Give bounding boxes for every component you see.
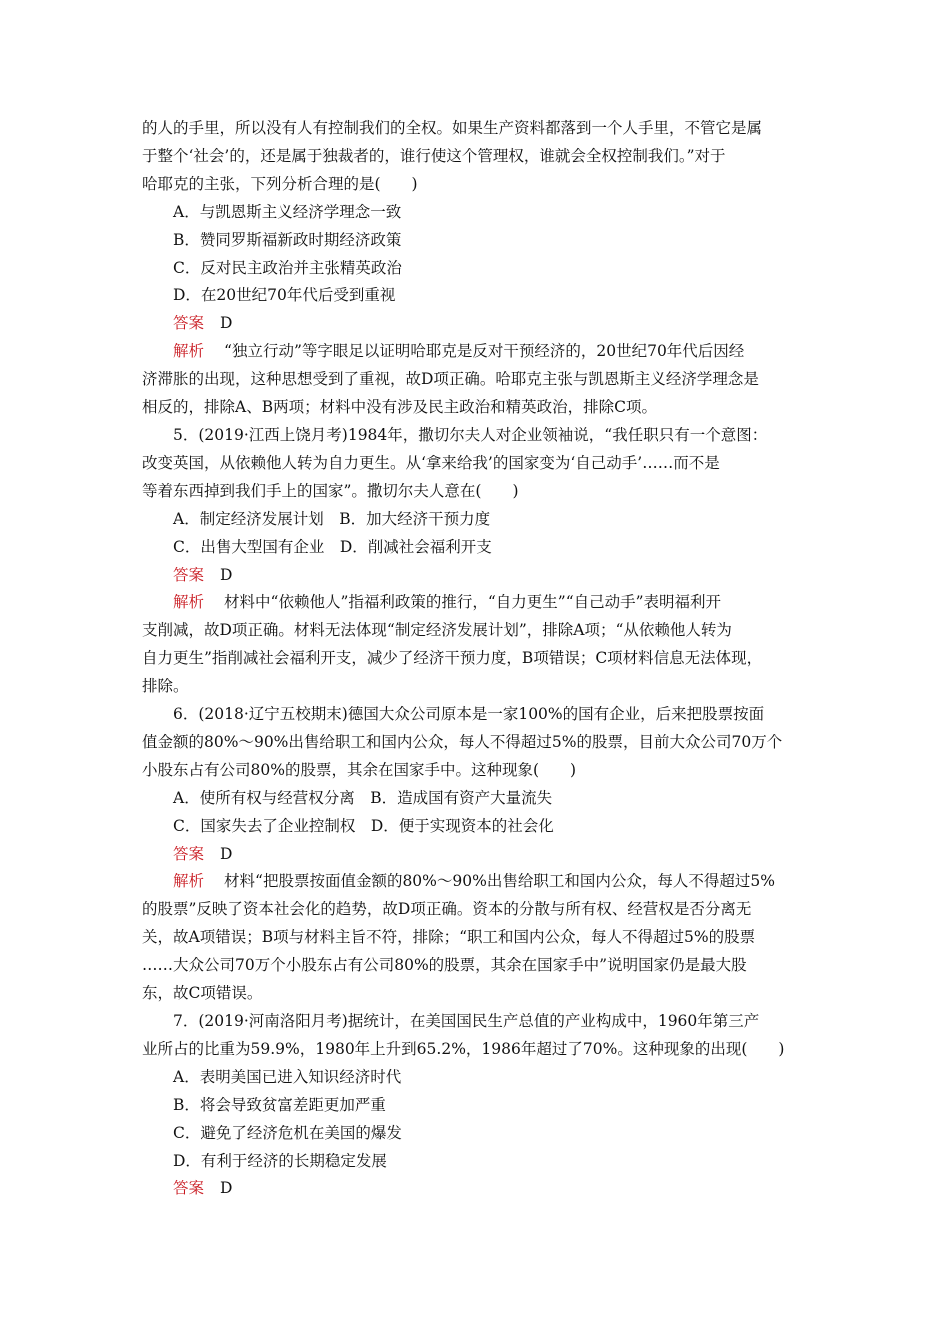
analysis-line: 解析 材料“把股票按面值金额的80%～90%出售给职工和国内公众，每人不得超过5%	[173, 872, 775, 891]
answer-label: 答案	[173, 844, 205, 863]
analysis-label: 解析	[173, 342, 205, 361]
analysis-label: 解析	[173, 872, 205, 891]
question-5	[142, 422, 812, 701]
analysis-label: 解析	[173, 593, 205, 612]
option-a: A．表明美国已进入知识经济时代	[173, 1067, 402, 1086]
analysis-line: 解析 “独立行动”等字眼足以证明哈耶克是反对干预经济的，20世纪70年代后因经	[173, 342, 745, 361]
question-stem-line: 哈耶克的主张，下列分析合理的是( )	[142, 174, 418, 193]
answer-line	[142, 310, 812, 338]
question-stem-line: 业所占的比重为59.9%，1980年上升到65.2%，1986年超过了70%。这种现象的出现( )	[142, 1039, 785, 1058]
question-stem-line: 改变英国，从依赖他人转为自力更生。从‘拿来给我’的国家变为‘自己动手’……而不是	[142, 453, 720, 472]
document-page	[142, 115, 812, 1203]
answer-label: 答案	[173, 314, 205, 333]
question-7	[142, 1008, 812, 1203]
analysis-line: 排除。	[142, 677, 189, 696]
option-c: C．避免了经济危机在美国的爆发	[173, 1123, 402, 1142]
option-b: B．将会导致贫富差距更加严重	[173, 1095, 386, 1114]
question-stem-line: 等着东西掉到我们手上的国家”。撒切尔夫人意在( )	[142, 481, 519, 500]
analysis-line: 济滞胀的出现，这种思想受到了重视，故D项正确。哈耶克主张与凯恩斯主义经济学理念是	[142, 370, 759, 389]
question-stem-line: 的人的手里，所以没有人有控制我们的全权。如果生产资料都落到一个人手里，不管它是属	[142, 119, 763, 137]
question-6	[142, 701, 812, 1008]
option-c: C．反对民主政治并主张精英政治	[173, 258, 402, 277]
analysis-line: 的股票”反映了资本社会化的趋势，故D项正确。资本的分散与所有权、经营权是否分离无	[142, 900, 752, 919]
analysis-line: 关，故A项错误；B项与材料主旨不符，排除；“职工和国内公众，每人不得超过5%的股票	[142, 928, 756, 947]
answer-value: D	[220, 844, 233, 863]
question-4	[142, 115, 812, 422]
answer-line	[142, 1175, 812, 1203]
question-stem-line: 7．(2019·河南洛阳月考)据统计，在美国国民生产总值的产业构成中，1960年第三产	[173, 1012, 760, 1030]
question-stem-line: 小股东占有公司80%的股票，其余在国家手中。这种现象( )	[142, 760, 577, 779]
answer-label: 答案	[173, 565, 205, 584]
option-row: A．制定经济发展计划 B．加大经济干预力度	[173, 509, 491, 528]
option-d: D．有利于经济的长期稳定发展	[173, 1151, 387, 1170]
option-d: D．在20世纪70年代后受到重视	[173, 286, 396, 305]
analysis-line: ……大众公司70万个小股东占有公司80%的股票，其余在国家手中”说明国家仍是最大股	[142, 956, 747, 975]
question-stem-line: 值金额的80%～90%出售给职工和国内公众，每人不得超过5%的股票，目前大众公司70万个	[142, 732, 783, 751]
answer-value: D	[220, 565, 233, 584]
option-row: C．国家失去了企业控制权 D．便于实现资本的社会化	[173, 816, 554, 835]
question-stem-line: 6．(2018·辽宁五校期末)德国大众公司原本是一家100%的国有企业，后来把股票按面	[173, 705, 765, 724]
analysis-line: 支削减，故D项正确。材料无法体现“制定经济发展计划”，排除A项；“从依赖他人转为	[142, 621, 732, 640]
answer-line	[142, 562, 812, 590]
question-stem-line: 5．(2019·江西上饶月考)1984年，撒切尔夫人对企业领袖说，“我任职只有一个意图：	[173, 425, 768, 444]
analysis-line: 东，故C项错误。	[142, 984, 263, 1003]
answer-value: D	[220, 314, 233, 333]
option-row: C．出售大型国有企业 D．削减社会福利开支	[173, 537, 492, 556]
answer-label: 答案	[173, 1179, 205, 1198]
option-b: B．赞同罗斯福新政时期经济政策	[173, 230, 402, 249]
question-stem-line: 于整个‘社会’的，还是属于独裁者的，谁行使这个管理权，谁就会全权控制我们。”对于	[142, 146, 726, 165]
answer-value: D	[220, 1179, 233, 1198]
analysis-line: 相反的，排除A、B两项；材料中没有涉及民主政治和精英政治，排除C项。	[142, 398, 657, 417]
option-a: A．与凯恩斯主义经济学理念一致	[173, 202, 402, 221]
option-row: A．使所有权与经营权分离 B．造成国有资产大量流失	[173, 788, 553, 807]
analysis-line: 解析 材料中“依赖他人”指福利政策的推行，“自力更生”“自己动手”表明福利开	[173, 593, 722, 612]
analysis-line: 自力更生”指削减社会福利开支，减少了经济干预力度，B项错误；C项材料信息无法体现，	[142, 649, 763, 668]
answer-line	[142, 841, 812, 869]
